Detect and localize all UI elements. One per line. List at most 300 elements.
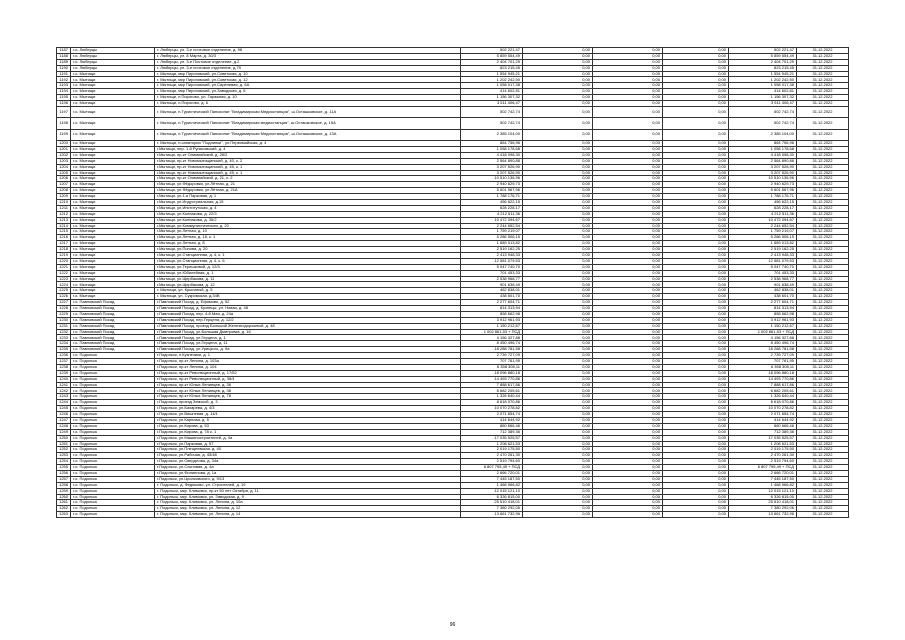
deadline-date-cell: 31.12.2022 [797,199,849,205]
municipality-cell: г.о. Мытищи [71,270,155,276]
address-cell: г.Мытищи, ул.Коммунистическая, д. 20 [155,223,461,229]
fund-federal-cell: 0,00 [523,141,593,147]
fund-local-cell: 0,00 [663,376,729,382]
municipality-cell: г.о. Люберцы [71,59,155,65]
owners-funds-cell: 12 581 079,53 [729,258,797,264]
municipality-cell: г.о. Подольск [71,353,155,359]
total-cost-cell: 2 666 720,01 [461,470,523,476]
deadline-date-cell: 31.12.2022 [797,276,849,282]
address-cell: г. Подольск, мкр. Климовск, пр-кт 50 лет Октября, д. 11 [155,488,461,494]
row-number-cell: 1230 [57,317,71,323]
total-cost-cell: 2 277 604,71 [461,300,523,306]
owners-funds-cell: 1 002 861,53 + ПСД [729,329,797,335]
owners-funds-cell: 502 742,74 [729,118,797,129]
data-table [56,47,849,518]
fund-regional-cell: 0,00 [593,89,663,95]
municipality-cell: г.о. Подольск [71,506,155,512]
municipality-cell: г.о. Мытищи [71,276,155,282]
municipality-cell: г.о. Подольск [71,500,155,506]
fund-regional-cell: 0,00 [593,323,663,329]
fund-regional-cell: 0,00 [593,364,663,370]
row-number-cell: 1246 [57,412,71,418]
row-number-cell: 1207 [57,182,71,188]
fund-federal-cell: 0,00 [523,353,593,359]
owners-funds-cell: 6 358 308,11 [729,364,797,370]
address-cell: г. Мытищи, п.санатория "Подлипки", ул.Первомайская, д. 4 [155,141,461,147]
deadline-date-cell: 31.12.2022 [797,235,849,241]
deadline-date-cell: 31.12.2022 [797,459,849,465]
deadline-date-cell: 31.12.2022 [797,53,849,59]
address-cell: г. Подольск, мкр. Климовск, ул. Ленина, д. 14 [155,512,461,518]
fund-regional-cell: 0,00 [593,65,663,71]
fund-federal-cell: 0,00 [523,276,593,282]
fund-regional-cell: 0,00 [593,71,663,77]
fund-federal-cell: 0,00 [523,488,593,494]
fund-regional-cell: 0,00 [593,118,663,129]
fund-regional-cell: 0,00 [593,512,663,518]
deadline-date-cell: 31.12.2022 [797,247,849,253]
total-cost-cell: 8 450 496,74 [461,341,523,347]
total-cost-cell: 1 202 242,50 [461,77,523,83]
fund-local-cell: 0,00 [663,194,729,200]
deadline-date-cell: 31.12.2022 [797,506,849,512]
address-cell: г. Подольск, д. Федюково, ул. Строителей, д. 19 [155,482,461,488]
row-number-cell: 1210 [57,199,71,205]
address-cell: г. Подольск, мкр. Климовск, ул. Ленина, д. 10а [155,500,461,506]
fund-local-cell: 0,00 [663,370,729,376]
total-cost-cell: 502 742,74 [461,118,523,129]
fund-regional-cell: 0,00 [593,347,663,353]
fund-regional-cell: 0,00 [593,488,663,494]
fund-local-cell: 0,00 [663,417,729,423]
row-number-cell: 1206 [57,176,71,182]
total-cost-cell: 701 453,33 [461,270,523,276]
row-number-cell: 1243 [57,394,71,400]
owners-funds-cell: 1 788 176,71 [729,194,797,200]
row-number-cell: 1187 [57,48,71,54]
fund-local-cell: 0,00 [663,441,729,447]
row-number-cell: 1208 [57,188,71,194]
row-number-cell: 1195 [57,95,71,101]
owners-funds-cell: 7 888 617,86 [729,382,797,388]
owners-funds-cell: 901 638,49 [729,282,797,288]
fund-regional-cell: 0,00 [593,429,663,435]
fund-federal-cell: 0,00 [523,241,593,247]
fund-regional-cell: 0,00 [593,247,663,253]
municipality-cell: г.о. Павловский Посад [71,347,155,353]
deadline-date-cell: 31.12.2022 [797,164,849,170]
owners-funds-cell: 858 662,98 [729,311,797,317]
fund-local-cell: 0,00 [663,382,729,388]
owners-funds-cell: 5 286 506,15 [729,235,797,241]
fund-local-cell: 0,00 [663,282,729,288]
fund-federal-cell: 0,00 [523,194,593,200]
municipality-cell: г.о. Подольск [71,447,155,453]
row-number-cell: 1189 [57,59,71,65]
fund-regional-cell: 0,00 [593,494,663,500]
municipality-cell: г.о. Подольск [71,359,155,365]
fund-regional-cell: 0,00 [593,359,663,365]
fund-federal-cell: 0,00 [523,247,593,253]
deadline-date-cell: 31.12.2022 [797,83,849,89]
municipality-cell: г.о. Мытищи [71,253,155,259]
deadline-date-cell: 31.12.2022 [797,329,849,335]
fund-local-cell: 0,00 [663,329,729,335]
deadline-date-cell: 31.12.2022 [797,341,849,347]
fund-federal-cell: 0,00 [523,482,593,488]
page-number: 96 [449,622,456,628]
deadline-date-cell: 31.12.2022 [797,253,849,259]
deadline-date-cell: 31.12.2022 [797,258,849,264]
address-cell: г.Подольск, пр-кт Ленина, д. 104 [155,364,461,370]
row-number-cell: 1224 [57,282,71,288]
fund-federal-cell: 0,00 [523,506,593,512]
total-cost-cell: 864 756,96 [461,141,523,147]
address-cell: г.Мытищи, ул.Фёдоровки, ул.Лётная, д. 21А [155,188,461,194]
fund-regional-cell: 0,00 [593,465,663,471]
total-cost-cell: 7 445 187,50 [461,476,523,482]
deadline-date-cell: 31.12.2022 [797,465,849,471]
fund-federal-cell: 0,00 [523,317,593,323]
owners-funds-cell: 2 277 604,71 [729,300,797,306]
address-cell: г.Подольск, ул.Свердлова, д. 34а [155,459,461,465]
fund-regional-cell: 0,00 [593,129,663,140]
address-cell: г.Павловский Посад, ул.Большая Дмитровка, д. 16 [155,329,461,335]
fund-federal-cell: 0,00 [523,323,593,329]
fund-federal-cell: 0,00 [523,170,593,176]
owners-funds-cell: 3 207 526,90 [729,170,797,176]
fund-regional-cell: 0,00 [593,288,663,294]
total-cost-cell: 10 510 136,96 [461,176,523,182]
owners-funds-cell: 25 510 418,01 [729,500,797,506]
fund-local-cell: 0,00 [663,65,729,71]
row-number-cell: 1232 [57,329,71,335]
row-number-cell: 1192 [57,77,71,83]
fund-regional-cell: 0,00 [593,441,663,447]
owners-funds-cell: 6 807 795,49 + ПСД [729,465,797,471]
total-cost-cell: 13 661 732,96 [461,512,523,518]
total-cost-cell: 6 682 205,61 [461,388,523,394]
fund-local-cell: 0,00 [663,141,729,147]
row-number-cell: 1229 [57,311,71,317]
fund-regional-cell: 0,00 [593,258,663,264]
fund-local-cell: 0,00 [663,59,729,65]
deadline-date-cell: 31.12.2022 [797,482,849,488]
municipality-cell: г.о. Мытищи [71,141,155,147]
fund-regional-cell: 0,00 [593,229,663,235]
municipality-cell: г.о. Подольск [71,470,155,476]
owners-funds-cell: 414 602,81 [729,89,797,95]
municipality-cell: г.о. Мытищи [71,188,155,194]
total-cost-cell: 6 326 815,00 [461,494,523,500]
row-number-cell: 1260 [57,494,71,500]
row-number-cell: 1242 [57,388,71,394]
fund-local-cell: 0,00 [663,435,729,441]
fund-regional-cell: 0,00 [593,482,663,488]
fund-local-cell: 0,00 [663,152,729,158]
row-number-cell: 1231 [57,323,71,329]
fund-federal-cell: 0,00 [523,211,593,217]
fund-local-cell: 0,00 [663,353,729,359]
fund-regional-cell: 0,00 [593,459,663,465]
fund-local-cell: 0,00 [663,341,729,347]
address-cell: г.Подольск, ул.Бахарева, д. 4/3 [155,406,461,412]
municipality-cell: г.о. Мытищи [71,95,155,101]
deadline-date-cell: 31.12.2022 [797,512,849,518]
fund-regional-cell: 0,00 [593,394,663,400]
fund-federal-cell: 0,00 [523,229,593,235]
fund-regional-cell: 0,00 [593,417,663,423]
total-cost-cell: 4 156 327,88 [461,335,523,341]
owners-funds-cell: 1 554 945,21 [729,71,797,77]
fund-regional-cell: 0,00 [593,476,663,482]
fund-local-cell: 0,00 [663,129,729,140]
municipality-cell: г.о. Мытищи [71,288,155,294]
total-cost-cell: 438 601,70 [461,294,523,300]
fund-regional-cell: 0,00 [593,83,663,89]
owners-funds-cell: 414 644,92 [729,417,797,423]
deadline-date-cell: 31.12.2022 [797,217,849,223]
municipality-cell: г.о. Мытищи [71,176,155,182]
row-number-cell: 1241 [57,382,71,388]
row-number-cell: 1238 [57,364,71,370]
municipality-cell: г.о. Мытищи [71,83,155,89]
fund-regional-cell: 0,00 [593,146,663,152]
row-number-cell: 1244 [57,400,71,406]
municipality-cell: г.о. Подольск [71,382,155,388]
fund-regional-cell: 0,00 [593,306,663,312]
row-number-cell: 1199 [57,129,71,140]
fund-regional-cell: 0,00 [593,211,663,217]
owners-funds-cell: 8 618 070,86 [729,400,797,406]
address-cell: г.Подольск, проезд Земской, д. 3 [155,400,461,406]
municipality-cell: г.о. Мытищи [71,241,155,247]
deadline-date-cell: 31.12.2022 [797,170,849,176]
fund-regional-cell: 0,00 [593,217,663,223]
address-cell: г.Мытищи, пр-кт Олимпийский, д. 28/2 [155,152,461,158]
deadline-date-cell: 31.12.2022 [797,388,849,394]
deadline-date-cell: 31.12.2022 [797,323,849,329]
owners-funds-cell: 1 058 178,68 [729,146,797,152]
fund-regional-cell: 0,00 [593,500,663,506]
fund-federal-cell: 0,00 [523,441,593,447]
deadline-date-cell: 31.12.2022 [797,211,849,217]
municipality-cell: г.о. Подольск [71,488,155,494]
address-cell: г.Мытищи, ул.Терешковой, д. 12/3 [155,264,461,270]
owners-funds-cell: 17 035 525,57 [729,435,797,441]
deadline-date-cell: 31.12.2022 [797,141,849,147]
row-number-cell: 1214 [57,223,71,229]
owners-funds-cell: 3 511 406,47 [729,101,797,107]
owners-funds-cell: 1 759 219,07 [729,229,797,235]
row-number-cell: 1226 [57,294,71,300]
deadline-date-cell: 31.12.2022 [797,205,849,211]
row-number-cell: 1209 [57,194,71,200]
address-cell: г.Подольск, пр-кт Революционный, д. 17/52 [155,370,461,376]
municipality-cell: г.о. Мытищи [71,182,155,188]
owners-funds-cell: 18 288 781,58 [729,347,797,353]
row-number-cell: 1252 [57,447,71,453]
municipality-cell: г.о. Подольск [71,441,155,447]
deadline-date-cell: 31.12.2022 [797,382,849,388]
fund-local-cell: 0,00 [663,158,729,164]
row-number-cell: 1237 [57,359,71,365]
fund-local-cell: 0,00 [663,412,729,418]
fund-local-cell: 0,00 [663,359,729,365]
row-number-cell: 1222 [57,270,71,276]
address-cell: г.Мытищи, пер. 1-й Рупасовский, д. 4 [155,146,461,152]
owners-funds-cell: 1 058 017,38 [729,83,797,89]
fund-federal-cell: 0,00 [523,288,593,294]
fund-federal-cell: 0,00 [523,429,593,435]
owners-funds-cell: 2 019 175,50 [729,447,797,453]
deadline-date-cell: 31.12.2022 [797,71,849,77]
fund-federal-cell: 0,00 [523,447,593,453]
municipality-cell: г.о. Подольск [71,406,155,412]
owners-funds-cell: 2 519 162,25 [729,247,797,253]
total-cost-cell: 2 470 261,30 [461,453,523,459]
total-cost-cell: 2 244 652,54 [461,223,523,229]
fund-federal-cell: 0,00 [523,417,593,423]
total-cost-cell: 414 602,81 [461,89,523,95]
fund-regional-cell: 0,00 [593,341,663,347]
fund-local-cell: 0,00 [663,306,729,312]
row-number-cell: 1188 [57,53,71,59]
owners-funds-cell: 2 071 654,74 [729,412,797,418]
total-cost-cell: 462 838,01 [461,288,523,294]
deadline-date-cell: 31.12.2022 [797,118,849,129]
fund-local-cell: 0,00 [663,118,729,129]
table-row [57,118,849,129]
deadline-date-cell: 31.12.2022 [797,494,849,500]
address-cell: г. Мытищи, п.Туристический Пансионат "Владимирская Медиостанция", ш.Осташковское, д. 11А [155,106,461,117]
total-cost-cell: 3 511 406,47 [461,101,523,107]
address-cell: г.Мытищи, ул.Станционная, д. 4, к. 1 [155,253,461,259]
municipality-cell: г.о. Павловский Посад [71,323,155,329]
fund-local-cell: 0,00 [663,83,729,89]
fund-federal-cell: 0,00 [523,235,593,241]
fund-federal-cell: 0,00 [523,500,593,506]
row-number-cell: 1204 [57,164,71,170]
owners-funds-cell: 10 472 094,67 [729,217,797,223]
municipality-cell: г.о. Подольск [71,482,155,488]
row-number-cell: 1202 [57,152,71,158]
fund-federal-cell: 0,00 [523,146,593,152]
total-cost-cell: 1 208 621,53 [461,441,523,447]
owners-funds-cell: 4 418 098,30 [729,152,797,158]
fund-federal-cell: 0,00 [523,370,593,376]
owners-funds-cell: 10 510 136,96 [729,176,797,182]
row-number-cell: 1245 [57,406,71,412]
owners-funds-cell: 2 564 890,88 [729,158,797,164]
address-cell: г.Павловский Посад, ул.Урицкого, д. 9а [155,347,461,353]
owners-funds-cell: 3 207 526,90 [729,164,797,170]
municipality-cell: г.о. Павловский Посад [71,317,155,323]
fund-regional-cell: 0,00 [593,311,663,317]
municipality-cell: г.о. Мытищи [71,77,155,83]
fund-federal-cell: 0,00 [523,435,593,441]
deadline-date-cell: 31.12.2022 [797,311,849,317]
owners-funds-cell: 7 445 187,50 [729,476,797,482]
fund-federal-cell: 0,00 [523,71,593,77]
fund-regional-cell: 0,00 [593,164,663,170]
fund-federal-cell: 0,00 [523,400,593,406]
row-number-cell: 1218 [57,247,71,253]
fund-local-cell: 0,00 [663,459,729,465]
total-cost-cell: 2 940 629,73 [461,182,523,188]
address-cell: г.Мытищи, ул.Летная, д. 8 [155,241,461,247]
fund-federal-cell: 0,00 [523,388,593,394]
address-cell: г.Мытищи, пр-кт Новомытищинский, д. 40, к. 2 [155,158,461,164]
owners-funds-cell: 502 742,74 [729,106,797,117]
fund-local-cell: 0,00 [663,247,729,253]
municipality-cell: г.о. Подольск [71,429,155,435]
total-cost-cell: 18 288 781,58 [461,347,523,353]
municipality-cell: г.о. Павловский Посад [71,341,155,347]
row-number-cell: 1248 [57,423,71,429]
fund-local-cell: 0,00 [663,199,729,205]
address-cell: г. Люберцы, ул. 3-е почтовое отделение, д.79 [155,65,461,71]
address-cell: г. Мытищи, мкр Пироговский, ул.Заводская, д. 6 [155,89,461,95]
fund-local-cell: 0,00 [663,170,729,176]
address-cell: г. Мытищи, п.Пирогово, ул. Гаражная, д. 10 [155,95,461,101]
address-cell: г. Мытищи, мкр Пироговский, ул.Советская, д. 12 [155,77,461,83]
owners-funds-cell: 456 622,15 [729,199,797,205]
total-cost-cell: 3 912 961,93 [461,317,523,323]
municipality-cell: г.о. Мытищи [71,264,155,270]
fund-regional-cell: 0,00 [593,235,663,241]
deadline-date-cell: 31.12.2022 [797,353,849,359]
municipality-cell: г.о. Мытищи [71,170,155,176]
fund-federal-cell: 0,00 [523,311,593,317]
row-number-cell: 1262 [57,506,71,512]
address-cell: г.Мытищи, ул.Щербакова, д. 11 [155,276,461,282]
deadline-date-cell: 31.12.2022 [797,146,849,152]
municipality-cell: г.о. Мытищи [71,223,155,229]
total-cost-cell: 2 385 104,00 [461,129,523,140]
fund-federal-cell: 0,00 [523,394,593,400]
total-cost-cell: 456 622,15 [461,199,523,205]
municipality-cell: г.о. Подольск [71,423,155,429]
total-cost-cell: 4 212 511,36 [461,211,523,217]
owners-funds-cell: 2 666 720,01 [729,470,797,476]
total-cost-cell: 1 689 013,82 [461,241,523,247]
total-cost-cell: 502 742,74 [461,106,523,117]
fund-regional-cell: 0,00 [593,176,663,182]
fund-federal-cell: 0,00 [523,188,593,194]
total-cost-cell: 814 313,94 [461,306,523,312]
municipality-cell: г.о. Мытищи [71,258,155,264]
fund-regional-cell: 0,00 [593,253,663,259]
deadline-date-cell: 31.12.2022 [797,106,849,117]
row-number-cell: 1216 [57,235,71,241]
fund-local-cell: 0,00 [663,253,729,259]
fund-local-cell: 0,00 [663,182,729,188]
address-cell: г. Подольск, мкр. Климовск, ул. Ленина, д. 12 [155,506,461,512]
deadline-date-cell: 31.12.2022 [797,188,849,194]
deadline-date-cell: 31.12.2022 [797,152,849,158]
deadline-date-cell: 31.12.2022 [797,288,849,294]
row-number-cell: 1193 [57,83,71,89]
owners-funds-cell: 2 385 104,00 [729,129,797,140]
row-number-cell: 1217 [57,241,71,247]
deadline-date-cell: 31.12.2022 [797,264,849,270]
fund-regional-cell: 0,00 [593,294,663,300]
address-cell: г.Подольск, ул.Карпова, д. 5 [155,417,461,423]
owners-funds-cell: 814 313,94 [729,306,797,312]
total-cost-cell: 707 761,95 [461,359,523,365]
owners-funds-cell: 707 761,95 [729,359,797,365]
